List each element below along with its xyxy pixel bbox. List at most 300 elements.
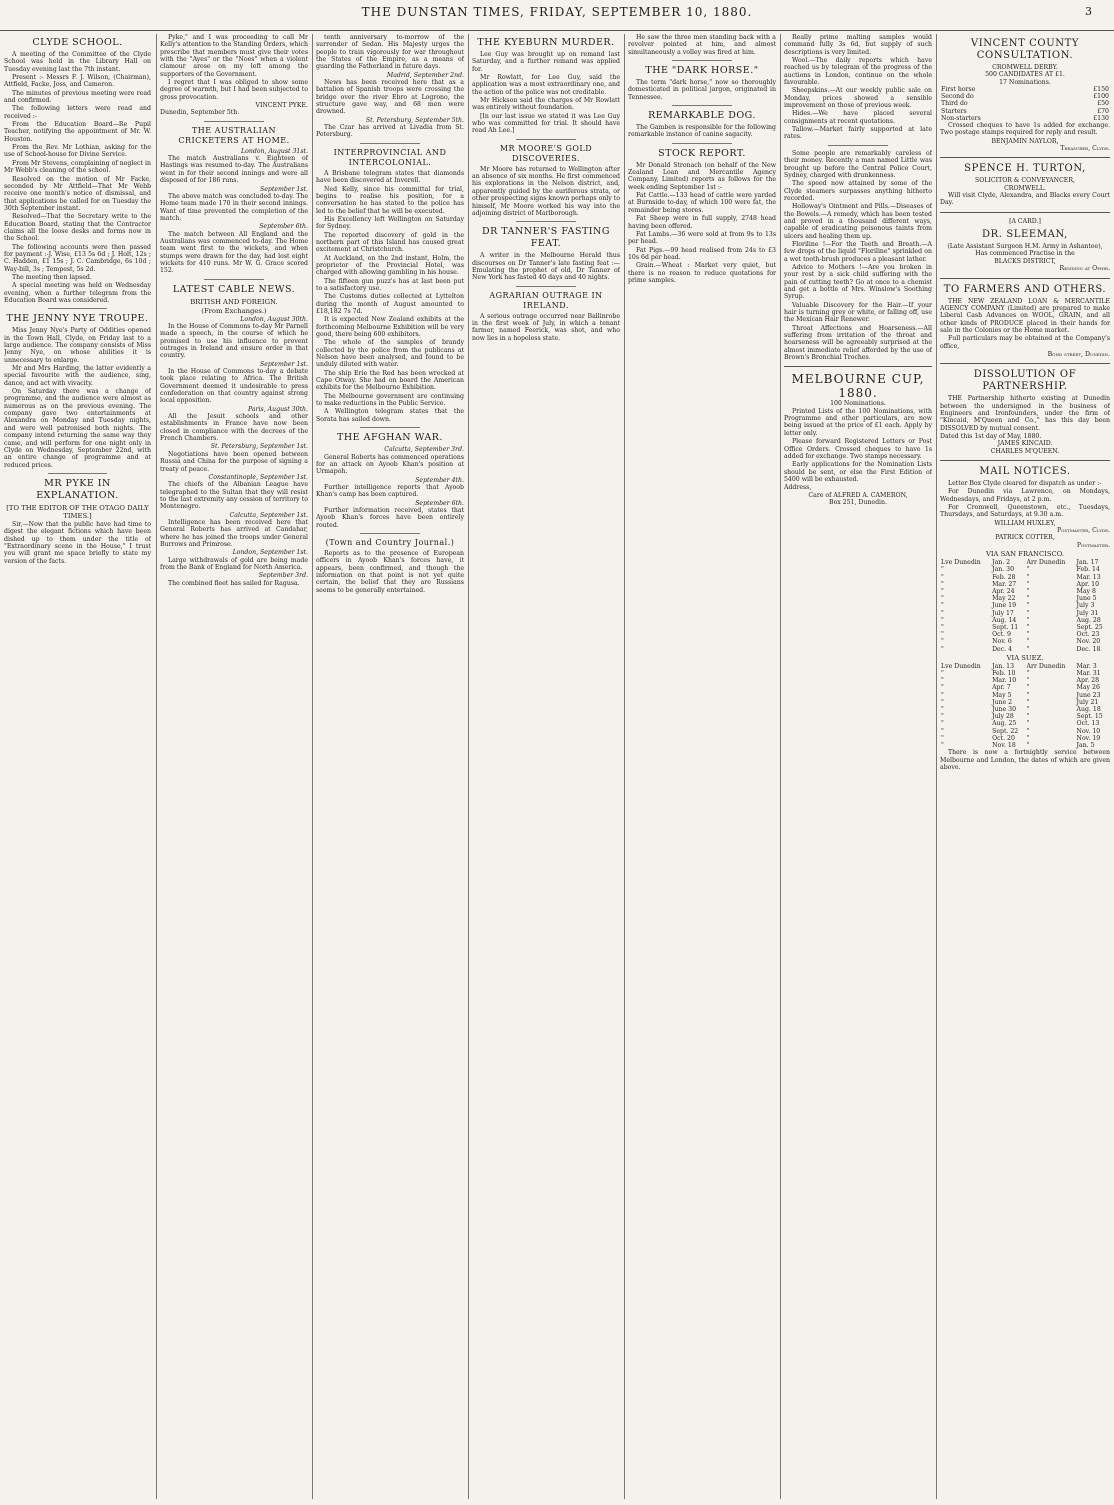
column-6 [784, 34, 932, 1499]
shipping-cell: " [1026, 580, 1030, 588]
ad-name: BENJAMIN NAYLOR, [991, 137, 1059, 145]
shipping-cell: Aug. 28 [1076, 616, 1101, 624]
ad-address: Address, [784, 484, 812, 492]
paragraph: The term "dark horse," now so thoroughly domesticated in political jargon, originated in Tennessee. [628, 79, 776, 101]
dateline: Paris, August 30th. [248, 405, 308, 413]
shipping-cell: June 5 [1076, 595, 1097, 603]
shipping-cell: Apr. 28 [1076, 677, 1100, 685]
shipping-cell: July 31 [1076, 609, 1099, 617]
ad-subtitle: CROMWELL DERBY. [992, 64, 1058, 71]
ad-name: CHARLES M'QUEEN. [990, 447, 1060, 455]
shipping-cell: " [941, 587, 944, 595]
shipping-cell: " [941, 623, 944, 631]
mail-notices-title: MAIL NOTICES. [979, 466, 1071, 478]
shipping-cell: Jan. 30 [992, 566, 1015, 574]
paragraph: A Wellington telegram states that the Sorata has sailed down. [316, 408, 464, 423]
shipping-cell: Sept. 22 [992, 727, 1019, 735]
shipping-cell: " [941, 645, 944, 653]
shipping-cell: Feb. 28 [992, 573, 1016, 581]
shipping-cell: Dec. 18 [1076, 645, 1101, 653]
shipping-cell: " [1026, 720, 1030, 728]
paragraph: The reported discovery of gold in the northern part of this Island has caused great excitement at Christchurch. [316, 231, 464, 254]
shipping-cell: Sept. 25 [1076, 623, 1103, 631]
shipping-row [940, 646, 1110, 653]
dateline: Dunedin, September 5th. [160, 109, 240, 117]
column-rule [312, 34, 313, 1499]
paragraph: A Brisbane telegram states that diamonds have been discovered at Inverell. [316, 169, 464, 185]
shipping-cell: Nov. 20 [1076, 638, 1101, 646]
signature: VINCENT PYKE. [255, 102, 308, 110]
paragraph: Crossed cheques to have 1s added for exchange. Two postage stamps required for reply and result. [940, 122, 1110, 137]
paragraph: Mr Donald Stronach (on behalf of the New Zealand Loan and Mercantile Agency Company, Limited) reports as follows for the week ending September 1st :- [628, 161, 776, 191]
paragraph: A writer in the Melbourne Herald thus discourses on Dr Tanner's late fasting feat :—Emulating the prophet of old, Dr Tanner of New York has fasted 40 days and 40 nights. [472, 252, 620, 282]
shipping-row [940, 588, 1110, 595]
shipping-cell: Oct. 20 [992, 734, 1015, 742]
shipping-cell: " [1026, 623, 1030, 631]
paragraph: Throat Affections and Hoarseness.—All suffering from irritation of the throat and hoarseness will be agreeably surprised at the almost immediate relief afforded by the use of Brown's Bronchial Troches. [784, 324, 932, 362]
shipping-cell: June 2 [992, 698, 1013, 706]
shipping-cell: May 5 [992, 691, 1012, 699]
shipping-cell: Nov. 10 [1076, 727, 1101, 735]
shipping-table-suez [940, 663, 1110, 749]
separator [940, 157, 1110, 158]
separator [940, 363, 1110, 364]
paragraph: On Saturday there was a change of programme, and the audience were almost as numerous as on the previous evening. The company gave two entertainments at Alexandra on Monday and Tuesday nights, and were well patronised both nights. The company intend returning the same way they came, and will perform for one night only in Clyde on Wednesday, September 22nd, with an entire change of programme and at reduced prices. [4, 388, 151, 469]
paragraph: Floriline !—For the Teeth and Breath.—A few drops of the liquid "Floriline" sprinkled on a wet tooth-brush produces a pleasant lather. [784, 240, 932, 263]
shipping-cell: Sept. 11 [992, 623, 1019, 631]
shipping-cell: May 22 [992, 595, 1016, 603]
shipping-cell: June 30 [992, 705, 1017, 713]
dateline: September 1st. [260, 360, 308, 368]
shipping-cell: May 26 [1076, 684, 1100, 692]
paragraph: From Mr Stevens, complaining of neglect in Mr Webb's cleaning of the school. [4, 159, 151, 175]
shipping-cell: Mar. 10 [992, 677, 1017, 685]
ad-farmers-title: TO FARMERS AND OTHERS. [943, 283, 1107, 295]
paragraph: It is expected New Zealand exhibits at the forthcoming Melbourne Exhibition will be very good, there being 600 exhibitors. [316, 316, 464, 339]
dateline: September 6th. [259, 223, 308, 231]
paragraph: In the House of Commons to-day a debate took place relating to Africa. The British Government deemed it undesirable to press confederation on that country against strong local opposition. [160, 368, 308, 405]
dateline: September 1st. [260, 185, 308, 193]
paragraph: Really prime malting samples would command fully 3s 6d, but supply of such descriptions is very limited. [784, 34, 932, 56]
shipping-cell: July 28 [992, 713, 1014, 721]
shipping-row [940, 692, 1110, 699]
shipping-row [940, 677, 1110, 684]
shipping-cell: " [941, 698, 944, 706]
shipping-cell: " [1026, 741, 1030, 749]
paragraph: Fat Lambs.—36 were sold at from 9s to 13s per head. [628, 230, 776, 246]
shipping-cell: Mar. 31 [1076, 669, 1101, 677]
ad-line: BLACKS DISTRICT, [994, 257, 1056, 265]
column-rule [780, 34, 781, 1499]
shipping-cell: " [1026, 638, 1030, 646]
paragraph: A special meeting was held on Wednesday evening, when a further telegram from the Education Board was considered. [4, 282, 151, 304]
prize-amount: £150 [1093, 86, 1109, 94]
shipping-row [940, 670, 1110, 677]
shipping-cell: " [1026, 595, 1030, 603]
shipping-cell: " [941, 727, 944, 735]
shipping-cell: " [1026, 677, 1030, 685]
separator [360, 143, 419, 144]
shipping-cell: Lve Dunedin [941, 662, 981, 670]
ad-name: Care of ALFRED A. CAMERON, [808, 491, 908, 499]
paragraph: Holloway's Ointment and Pills.—Diseases of the Bowels.—A remedy, which has been tested and proved in a thousand different ways, capable of eradicating poisonous taints from ulcers and healing them up. [784, 203, 932, 240]
shipping-row [940, 617, 1110, 624]
prize-table [940, 86, 1110, 122]
paragraph: I regret that I was obliged to show some degree of warmth, but I had been subjected to gross provocation. [160, 79, 308, 101]
shipping-cell: Jan. 2 [992, 559, 1011, 567]
shipping-cell: " [941, 720, 944, 728]
ad-name: WILLIAM HUXLEY, [994, 519, 1056, 527]
shipping-row [940, 631, 1110, 638]
column-rule [936, 34, 937, 1499]
paragraph: Letter Box Clyde cleared for dispatch as under :- [948, 480, 1102, 488]
separator [784, 366, 932, 367]
paragraph: At Auckland, on the 2nd instant, Holm, the proprietor of the Provincial Hotel, was charged with allowing gambling in his house. [316, 254, 464, 277]
paragraph: Full particulars may be obtained at the Company's office, [940, 335, 1110, 350]
paragraph: The above match was concluded to-day. The Home team made 170 in their second innings. Want of time prevented the completion of the match. [160, 192, 308, 222]
shipping-row [940, 742, 1110, 749]
shipping-cell: " [1026, 727, 1030, 735]
paragraph: [In our last issue we stated it was Lee Guy who was committed for trial. It should have read Ah Lee.] [472, 112, 620, 135]
shipping-row [940, 581, 1110, 588]
ad-turton-title: SPENCE H. TURTON, [964, 163, 1086, 175]
ad-address: Bond street, Dunedin. [1047, 350, 1110, 358]
paragraph: Sir,—Now that the public have had time to digest the elegant fictions which have been dished up to them under the title of "Extraordinary scene in the House," I trust you will grant me space briefly to state my version of the facts. [4, 520, 151, 565]
shipping-cell: " [941, 566, 944, 574]
shipping-cell: " [941, 638, 944, 646]
paragraph: The minutes of previous meeting were read and confirmed. [4, 89, 151, 105]
headline-jenny-nye: THE JENNY NYE TROUPE. [6, 313, 149, 325]
paragraph: His Excellency left Wellington on Saturday for Sydney. [316, 215, 464, 231]
paragraph: From the Education Board—Re Pupil Teacher, notifying the appointment of Mr. W. Houston. [4, 121, 151, 143]
ad-role: Treasurer, Clyde. [1060, 145, 1110, 153]
ad-card: [A CARD.] [1009, 217, 1041, 225]
separator [516, 221, 575, 222]
paragraph: The meeting then lapsed. [12, 273, 92, 281]
shipping-row [940, 720, 1110, 727]
paragraph: Mr Rowlatt, for Lee Guy, said the application was a most extraordinary one, and the action of the police was not creditable. [472, 74, 620, 96]
dateline: Constantinople, September 1st. [208, 473, 308, 481]
dateline: London, August 31st. [241, 147, 308, 155]
shipping-cell: " [1026, 609, 1030, 617]
column-rule [624, 34, 625, 1499]
paragraph: THE NEW ZEALAND LOAN & MERCANTILE AGENCY COMPANY (Limited) are prepared to make Liberal Cash Advances on WOOL, GRAIN, and all other kinds of PRODUCE placed in their hands for sale in the Colonies or the Home market. [940, 297, 1110, 334]
shipping-cell: " [1026, 616, 1030, 624]
shipping-cell: " [1026, 713, 1030, 721]
shipping-cell: " [1026, 602, 1030, 610]
shipping-cell: " [941, 691, 944, 699]
column-5 [628, 34, 776, 1499]
shipping-cell: " [1026, 587, 1030, 595]
dateline: London, September 1st. [232, 549, 308, 557]
paragraph: A meeting of the Committee of the Clyde School was held in the Library Hall on Tuesday evening last the 7th instant. [4, 51, 151, 73]
separator [828, 145, 887, 146]
headline-cricketers: THE AUSTRALIAN CRICKETERS AT HOME. [178, 125, 290, 145]
shipping-row [940, 735, 1110, 742]
shipping-row [940, 638, 1110, 645]
headline-dark-horse: THE "DARK HORSE." [645, 65, 759, 77]
paragraph: Tallow.—Market fairly supported at late rates. [784, 126, 932, 141]
dateline: St. Petersburg, September 5th. [365, 116, 464, 124]
shipping-cell: Apr. 24 [992, 587, 1015, 595]
shipping-row [940, 684, 1110, 691]
shipping-cell: Oct. 13 [1076, 720, 1100, 728]
headline-afghan-war: THE AFGHAN WAR. [337, 432, 443, 444]
separator [48, 473, 107, 474]
paragraph: The Gamben is responsible for the following remarkable instance of canine sagacity. [628, 124, 776, 139]
shipping-cell: " [941, 705, 944, 713]
shipping-cell: " [1026, 734, 1030, 742]
prize-row [940, 108, 1110, 115]
shipping-cell: Oct. 23 [1076, 631, 1100, 639]
shipping-row [940, 610, 1110, 617]
ad-name: PATRICK COTTER, [995, 534, 1055, 542]
paragraph: Sheepskins.—At our weekly public sale on Monday, prices showed a sensible improvement on those of previous week. [784, 87, 932, 110]
paragraph: Pyke," and I was proceeding to call Mr Kelly's attention to the Standing Orders, which prescribe that members must give their votes with the "Ayes" or the "Noes" when a violent clamour arose on my left among the supporters of the Government. [160, 34, 308, 78]
paragraph: Some people are remarkably careless of their money. Recently a man named Little was brought up before the Central Police Court, Sydney, charged with drunkenness. [784, 149, 932, 179]
shipping-cell: Nov. 19 [1076, 734, 1101, 742]
paragraph: Further information received, states that Ayoob Khan's forces have been entirely routed. [316, 506, 464, 529]
shipping-row [940, 706, 1110, 713]
column-3 [316, 34, 464, 1499]
paragraph: News has been received here that as a battalion of Spanish troops were crossing the bridge over the river Ebro at Logrono, the structure gave way, and 68 men were drowned. [316, 79, 464, 116]
ad-nominations: 17 Nominations. [999, 78, 1051, 86]
paragraph: Fat Sheep were in full supply, 2748 head having been offered. [628, 215, 776, 230]
shipping-cell: " [941, 616, 944, 624]
paragraph: Advice to Mothers !—Are you broken in your rest by a sick child suffering with the pain of cutting teeth? Go at once to a chemist and get a bottle of Mrs. Winslow's Soothing Syrup. [784, 263, 932, 301]
ad-dissolution-title: DISSOLUTION OF PARTNERSHIP. [973, 369, 1077, 393]
ad-place: CROMWELL. [1004, 184, 1046, 192]
ad-line: Residing at Ophir. [1059, 265, 1110, 273]
shipping-cell: Apr. 10 [1076, 580, 1100, 588]
dateline: London, August 30th. [240, 315, 308, 323]
shipping-row [940, 713, 1110, 720]
paragraph: Hides.—We have placed several consignments at recent quotations. [784, 110, 932, 125]
headline-kyeburn-murder: THE KYEBURN MURDER. [477, 37, 615, 48]
ad-candidates: 500 CANDIDATES AT £1. [985, 71, 1065, 79]
shipping-cell: " [941, 734, 944, 742]
paragraph: The Czar has arrived at Livadia from St. Petersburg. [316, 124, 464, 139]
shipping-row [940, 574, 1110, 581]
headline-interprovincial: INTERPROVINCIAL AND INTERCOLONIAL. [333, 147, 447, 167]
prize-row [940, 115, 1110, 122]
shipping-cell: July 17 [992, 609, 1014, 617]
ad-consultation-title: VINCENT COUNTY CONSULTATION. [970, 38, 1080, 61]
column-1 [4, 34, 151, 1499]
paragraph: Mr and Mrs Harding, the latter evidently a special favourite with the audience, sing, dance, and act with vivacity. [4, 365, 151, 387]
subheading: BRITISH AND FOREIGN. [190, 297, 278, 306]
paragraph: The Customs duties collected at Lyttelton during the month of August amounted to £18,182 7s 7d. [316, 293, 464, 315]
paragraph: He saw the three men standing back with a revolver pointed at him, and almost simultaneously a volley was fired at him. [628, 34, 776, 56]
prize-row [940, 86, 1110, 93]
subheading: [TO THE EDITOR OF THE OTAGO DAILY TIMES.] [6, 503, 149, 520]
paragraph: The Melbourne government are continuing to make reductions in the Public Service. [316, 392, 464, 408]
paragraph: Wool.—The daily reports which have reached us by telegram of the progress of the auctions in London, continue on the whole favourable. [784, 57, 932, 87]
shipping-cell: July 21 [1076, 698, 1099, 706]
dateline: September 6th. [415, 499, 464, 507]
shipping-cell: Nov. 6 [992, 638, 1012, 646]
ad-subtitle: SOLICITOR & CONVEYANCER, [975, 177, 1075, 185]
shipping-row [940, 566, 1110, 573]
shipping-cell: June 19 [992, 602, 1017, 610]
dateline: Calcutta, September 3rd. [384, 446, 464, 454]
shipping-cell: " [1026, 698, 1030, 706]
paragraph: Reports as to the presence of European officers in Ayoob Khan's forces have, it appears, been confirmed, and though the information on that point is not yet quite certain, the belief that they are Russians seems to be generally entertained. [316, 549, 464, 594]
shipping-cell: Lve Dunedin [941, 559, 981, 567]
page-number: 3 [1085, 5, 1092, 18]
paragraph: The chiefs of the Albanian League have telegraphed to the Sultan that they will resist to the last extremity any cession of territory to Montenegro. [160, 481, 308, 511]
paragraph: The following letters were read and received :- [4, 105, 151, 120]
ad-role: Postmaster. [1076, 541, 1110, 549]
separator [940, 212, 1110, 213]
prize-row [940, 100, 1110, 107]
shipping-cell: Aug. 18 [1076, 705, 1101, 713]
column-rule [156, 34, 157, 1499]
headline-stock-report: STOCK REPORT. [658, 147, 746, 159]
ad-line: Has commenced Practise in the [975, 250, 1075, 258]
separator [204, 279, 263, 280]
paragraph: Further intelligence reports that Ayoob Khan's camp has been captured. [316, 483, 464, 499]
separator [672, 60, 731, 61]
shipping-cell: Jan. 13 [992, 662, 1015, 670]
paragraph: A serious outrage occurred near Ballinrobe in the first week of July, in which a tenant farmer, named Feerick, was shot, and who now lies in a hopeless state. [472, 312, 620, 342]
shipping-cell: " [1026, 566, 1030, 574]
headline-remarkable-dog: REMARKABLE DOG. [648, 110, 756, 122]
shipping-cell: " [1026, 573, 1030, 581]
shipping-table-sf [940, 559, 1110, 653]
shipping-cell: " [941, 602, 944, 610]
shipping-cell: Jan. 5 [1076, 741, 1095, 749]
ad-date: Dated this 1st day of May, 1880. [940, 432, 1042, 440]
paragraph: Mr Moore has returned to Wellington after an absence of six months. He first commenced his explorations in the Nelson district, and, apparently guided by the auriferous strata, or other prospecting signs known perhaps only to himself, Mr Moore worked his way into the adjoining district of Marlborough. [472, 165, 620, 217]
separator [516, 139, 575, 140]
ad-name: JAMES KINCAID. [997, 440, 1053, 448]
shipping-cell: Mar. 13 [1076, 573, 1101, 581]
shipping-cell: Arr Dunedin [1026, 662, 1066, 670]
shipping-title: VIA SAN FRANCISCO. [985, 550, 1065, 559]
paragraph: The following accounts were then passed for payment :-J. Wise, £13 5s 6d ; J. Holt, 12s ; C. Hadden, £1 15s ; J. C. Cambridge, 6s 10d ; Way-bill, 3s ; Tempest, 5s 2d. [4, 243, 151, 273]
shipping-cell: " [941, 595, 944, 603]
paragraph: For Dunedin via Lawrence, on Mondays, Wednesdays, and Fridays, at 2 p.m. [940, 488, 1110, 503]
shipping-cell: " [1026, 669, 1030, 677]
column-4 [472, 34, 620, 1499]
shipping-row [940, 624, 1110, 631]
headline-dr-tanner: DR TANNER'S FASTING FEAT. [482, 226, 610, 250]
paragraph: General Roberts has commenced operations for an attack on Ayoob Khan's position at Urmapoh. [316, 453, 464, 476]
dateline: September 3rd. [258, 572, 308, 580]
ad-melbourne-cup-title: MELBOURNE CUP, 1880. [791, 372, 925, 401]
paragraph: There is now a fortnightly service between Melbourne and London, the dates of which are given above. [940, 749, 1110, 771]
masthead-title: THE DUNSTAN TIMES, FRIDAY, SEPTEMBER 10, 1880. [361, 5, 753, 19]
paragraph: Valuable Discovery for the Hair.—If your hair is turning grey or white, or falling off, use the Mexican Hair Renewer. [784, 301, 932, 324]
ad-line: (Late Assistant Surgeon H.M. Army in Ashantee), [947, 243, 1103, 251]
paragraph: The match Australians v. Eighteen of Hastings was resumed to-day. The Australians went in for their second innings and were all disposed of for 186 runs. [160, 155, 308, 185]
paragraph: Will visit Clyde, Alexandra, and Blacks every Court Day. [940, 192, 1110, 207]
separator [360, 427, 419, 428]
shipping-cell: Sept. 15 [1076, 713, 1103, 721]
shipping-cell: " [941, 677, 944, 685]
shipping-cell: Nov. 18 [992, 741, 1016, 749]
paragraph: Large withdrawals of gold are being made from the Bank of England for North America. [160, 556, 308, 571]
prize-amount: £70 [1097, 107, 1109, 115]
dateline: Madrid, September 2nd. [386, 71, 464, 79]
paragraph: Ned Kelly, since his committal for trial, begins to realise his position, for a conversation he has stated to the police has led to the belief that he will be executed. [316, 185, 464, 215]
paragraph: Resolved on the motion of Mr Facke, seconded by Mr Attfield—That Mr Webb receive one month's notice of dismissal, and that applications be called for on Tuesday the 30th September instant. [4, 175, 151, 212]
shipping-row [940, 602, 1110, 609]
prize-amount: £100 [1093, 93, 1109, 101]
shipping-row [940, 559, 1110, 566]
separator [940, 278, 1110, 279]
prize-amount: £130 [1093, 114, 1109, 122]
headline-town-country: (Town and Country Journal.) [325, 537, 455, 547]
shipping-row [940, 663, 1110, 670]
paragraph: Please forward Registered Letters or Post Office Orders. Crossed cheques to have 1s added for exchange. Two stamps necessary. [784, 438, 932, 460]
shipping-cell: " [941, 609, 944, 617]
paragraph: The combined fleet has sailed for Ragusa. [168, 579, 300, 587]
shipping-cell: Oct. 9 [992, 631, 1011, 639]
column-rule [468, 34, 469, 1499]
shipping-cell: " [941, 741, 944, 749]
paragraph: The fifteen gun puzz's has at last been put to a satisfactory use. [316, 277, 464, 292]
shipping-cell: " [1026, 684, 1030, 692]
prize-amount: £50 [1097, 100, 1109, 108]
paragraph: Printed Lists of the 100 Nominations, with Programme and other particulars, are now being issued at the price of £1 each. Apply by letter only. [784, 407, 932, 437]
paragraph: All the Jesuit schools and other establishments in France have now been closed in compliance with the decrees of the French Chambers. [160, 413, 308, 443]
shipping-cell: " [941, 713, 944, 721]
paragraph: Intelligence has been received here that General Roberts has arrived at Candahar, where he has joined the troops under General Burrows and Primrose. [160, 518, 308, 548]
prize-label: Second do [941, 93, 974, 101]
shipping-cell: Feb. 14 [1076, 566, 1100, 574]
ad-subtitle: 100 Nominations. [830, 400, 886, 408]
dateline: September 4th. [415, 476, 464, 484]
shipping-cell: Mar. 27 [992, 580, 1017, 588]
prize-label: Third do [941, 100, 968, 108]
separator [360, 533, 419, 534]
shipping-row [940, 699, 1110, 706]
paragraph: tenth anniversary to-morrow of the surrender of Sedan. His Majesty urges the people to train vigorously for war throughout the States of the Empire, as a means of guarding the Fatherland in future days. [316, 34, 464, 71]
separator [672, 143, 731, 144]
shipping-cell: Arr Dunedin [1026, 559, 1066, 567]
paragraph: In the House of Commons to-day Mr Parnell made a speech, in the course of which he promised to use his influence to prevent outrages in Ireland and ensure order in that country. [160, 322, 308, 360]
paragraph: Lee Guy was brought up on remand last Saturday, and a further remand was applied for. [472, 51, 620, 73]
paragraph: Early applications for the Nomination Lists should be sent, or else the First Edition of 5400 will be exhausted. [784, 461, 932, 483]
shipping-title: VIA SUEZ. [1006, 653, 1044, 662]
paragraph: From the Rev. Mr Lothian, asking for the use of School-house for Divine Service. [4, 144, 151, 159]
paragraph: Present :- Messrs F. J. Wilson, (Chairman), Attfield, Facke, Joss, and Cameron. [4, 74, 151, 89]
shipping-cell: " [1026, 691, 1030, 699]
separator [48, 308, 107, 309]
shipping-cell: Feb. 10 [992, 669, 1016, 677]
ad-sleeman-title: DR. SLEEMAN, [982, 229, 1068, 241]
shipping-cell: " [941, 573, 944, 581]
dateline: Calcutta, September 1st. [229, 511, 308, 519]
shipping-cell: May 8 [1076, 587, 1096, 595]
headline-clyde-school: CLYDE SCHOOL. [32, 37, 123, 48]
paragraph: The match between All England and the Australians was commenced to-day. The Home team went first to the wickets, and when stumps were drawn for the day, had lost eight wickets for 410 runs. Mr W. G. Grace scored 152. [160, 230, 308, 275]
paragraph: Mr Hickson said the charges of Mr Rowlatt was entirely without foundation. [472, 97, 620, 112]
column-7 [940, 34, 1110, 1499]
paragraph: The whole of the samples of brandy collected by the police from the publicans at Nelson have been analysed, and found to be unduly diluted with water. [316, 339, 464, 369]
headline-agrarian-outrage: AGRARIAN OUTRAGE IN IRELAND. [489, 290, 603, 310]
shipping-cell: " [941, 684, 944, 692]
separator [940, 460, 1110, 461]
paragraph: Resolved—That the Secretary write to the Education Board, stating that the Contractor claims all the loose desks and forms now in the School. [4, 213, 151, 243]
prize-row [940, 93, 1110, 100]
shipping-cell: Aug. 14 [992, 616, 1017, 624]
masthead [0, 0, 1114, 31]
paragraph: Negotiations have been opened between Russia and China for the purpose of signing a treaty of peace. [160, 450, 308, 473]
paragraph: For Cromwell, Queenstown, etc., Tuesdays, Thursdays, and Saturdays, at 9.30 a.m. [940, 504, 1110, 519]
